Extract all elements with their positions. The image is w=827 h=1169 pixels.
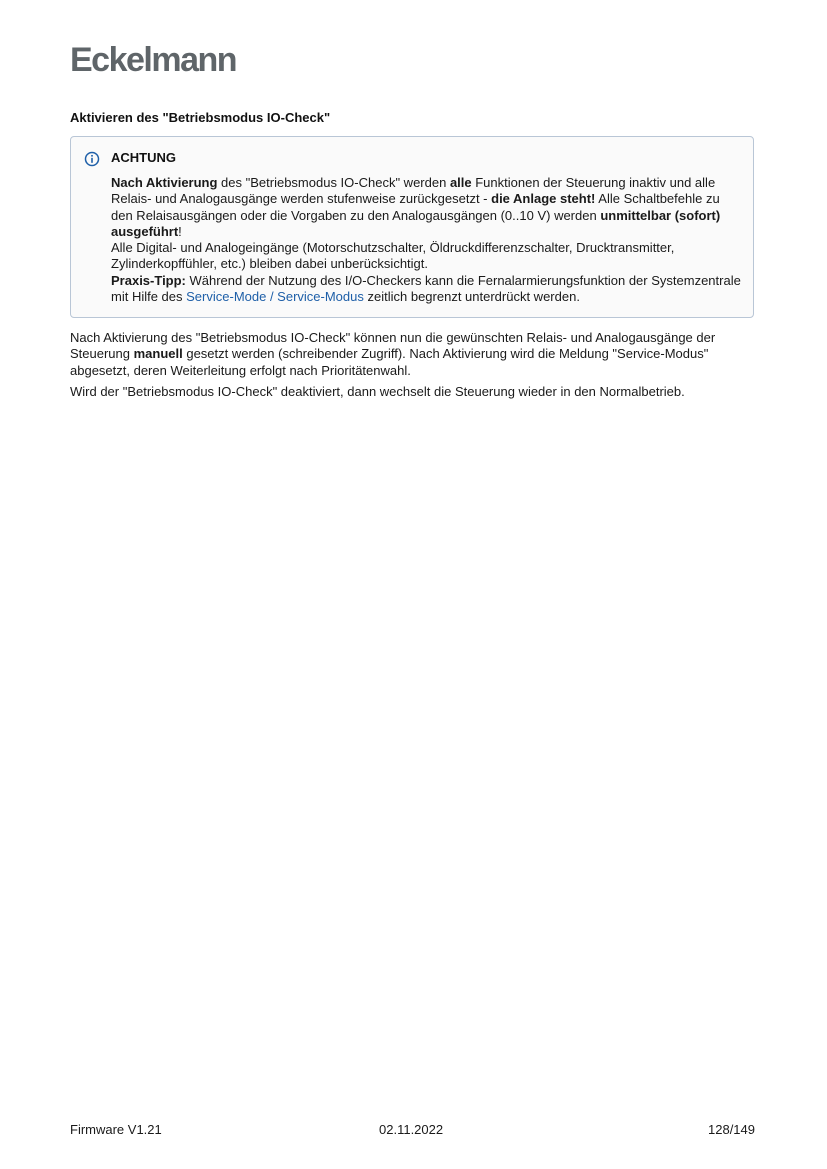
note-bold-text: unmittelbar (sofort) ausgeführt — [111, 207, 721, 239]
note-text: des "Betriebsmodus IO-Check" werden — [217, 175, 450, 190]
body-bold-text: manuell — [133, 346, 183, 362]
section-title: Aktivieren des "Betriebsmodus IO-Check" — [70, 110, 331, 125]
warning-note — [70, 136, 754, 318]
body-text: gesetzt werden (schreibender Zugriff). Nach Aktivierung wird die Meldung "Service-Modus" abgesetzt, deren Weiterleitung erfolgt nach Prioritätenwahl. — [70, 346, 709, 378]
info-icon — [84, 151, 100, 167]
note-body — [111, 175, 741, 305]
note-paragraph-3 — [111, 273, 741, 306]
note-paragraph-1 — [111, 175, 741, 240]
note-bold-text: Nach Aktivierung — [111, 175, 218, 190]
note-text: ! — [178, 223, 182, 239]
footer-page-number: 128/149 — [708, 1122, 755, 1137]
note-paragraph-2: Alle Digital- und Analogeingänge (Motorschutzschalter, Öldruckdifferenzschalter, Drucktransmitter, Zylinderkopffühler, etc.) bleiben dabei unberücksichtigt. — [111, 240, 675, 272]
praxis-tipp-label: Praxis-Tipp: — [111, 272, 186, 288]
note-bold-text: alle — [449, 175, 472, 190]
body-text: Nach Aktivierung des "Betriebsmodus IO-Check" können nun die gewünschten Relais- und Analogausgänge der Steuerung — [70, 330, 716, 362]
note-text: Funktionen der Steuerung inaktiv und alle Relais- und Analogausgänge werden stufenweise zurückgesetzt - — [111, 175, 716, 207]
note-heading: ACHTUNG — [111, 150, 176, 165]
company-logo: Eckelmann — [70, 41, 237, 79]
service-mode-link[interactable]: Service-Mode / Service-Modus — [186, 289, 364, 305]
note-text: Alle Schaltbefehle zu den Relaisausgängen oder die Vorgaben zu den Analogausgängen (0..10 V) werden — [111, 191, 720, 223]
note-text: Während der Nutzung des I/O-Checkers kann die Fernalarmierungsfunktion der Systemzentrale mit Hilfe des — [111, 272, 741, 305]
body-paragraph-1 — [70, 330, 760, 379]
footer-firmware: Firmware V1.21 — [70, 1122, 162, 1137]
note-bold-text: die Anlage steht! — [491, 191, 596, 207]
note-text: zeitlich begrenzt unterdrückt werden. — [363, 289, 580, 305]
body-paragraph-2: Wird der "Betriebsmodus IO-Check" deaktiviert, dann wechselt die Steuerung wieder in den Normalbetrieb. — [70, 384, 685, 399]
footer-date: 02.11.2022 — [379, 1122, 444, 1137]
